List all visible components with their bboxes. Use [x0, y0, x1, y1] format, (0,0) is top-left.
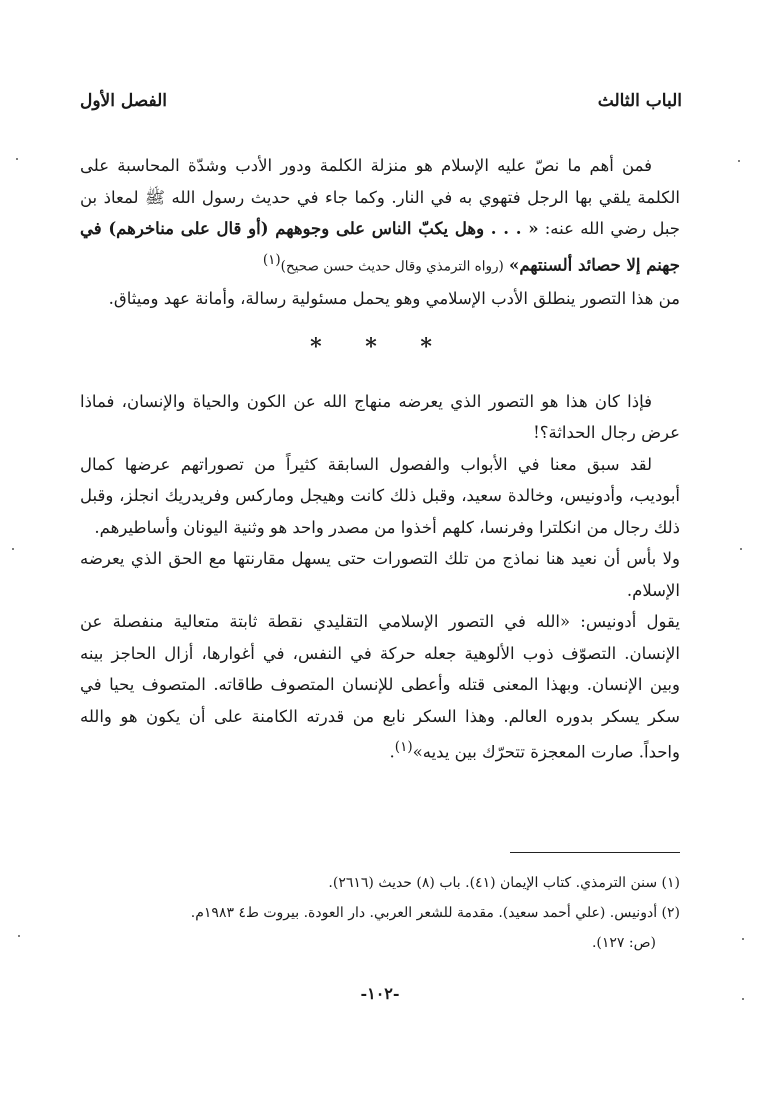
paragraph-1-text: فمن أهم ما نصّ عليه الإسلام هو منزلة الكلمة ودور الأدب وشدّة المحاسبة على الكلمة يلقي بها الرجل فتهوي به في النار. وكما جاء في حديث رسول الله ﷺ لمعاذ بن جبل رضي الله عنه:: [80, 156, 680, 238]
footnote-mark-2: (١): [394, 739, 413, 755]
section-title: الفصل الأول: [80, 91, 168, 111]
scan-speck: [18, 935, 20, 937]
paragraph-3: فإذا كان هذا هو التصور الذي يعرضه منهاج الله عن الكون والحياة والإنسان، فماذا عرض رجال الحداثة؟!: [80, 391, 680, 442]
hadith-quote: « . . . وهل يكبّ الناس على وجوههم (أو قال على مناخرهم) في جهنم إلا حصائد ألسنتهم»: [80, 219, 680, 274]
scan-speck: [742, 938, 744, 940]
footnote-separator: [510, 852, 680, 853]
footnotes: [80, 868, 680, 958]
footnote-2-continuation: (ص: ١٢٧).: [591, 935, 656, 951]
paragraph-5: ولا بأس أن نعيد هنا نماذج من تلك التصورات حتى يسهل مقارنتها مع الحق الذي يعرضه الإسلام.: [80, 549, 680, 600]
footnote-mark-1: (١): [262, 251, 281, 268]
page-number: -١٠٢-: [360, 984, 400, 1003]
scan-speck: [742, 998, 744, 1000]
scan-speck: [740, 548, 742, 550]
chapter-title: الباب الثالث: [597, 91, 682, 111]
scan-speck: [738, 160, 740, 162]
paragraph-1: [80, 150, 680, 283]
paragraph-6: يقول أدونيس: «الله في التصور الإسلامي التقليدي نقطة ثابتة متعالية منفصلة عن الإنسان. التصوّف ذوب الألوهية جعله حركة في النفس، في أغوارها، أزال الحاجز بينه وبين الإنسان. وبهذا المعنى قتله وأعطى للإنسان المتصوف طاقاته. المتصوف يحيا في سكر يسكر بدوره العالم. وهذا السكر نابع من قدرته الكامنة على أن يكون هو والله واحداً. صارت المعجزة تتحرّك بين يديه»$^{(١)}$.: [80, 612, 680, 762]
section-divider: * * *: [310, 334, 450, 360]
hadith-reference: (رواه الترمذي وقال حديث حسن صحيح): [280, 258, 504, 274]
footnote-1: (١) سنن الترمذي. كتاب الإيمان (٤١). باب (٨) حديث (٢٦١٦).: [328, 875, 680, 891]
paragraph-2: من هذا التصور ينطلق الأدب الإسلامي وهو يحمل مسئولية رسالة، وأمانة عهد وميثاق.: [108, 288, 680, 308]
running-header: [80, 88, 682, 114]
paragraph-6-text: يقول أدونيس: «الله في التصور الإسلامي التقليدي نقطة ثابتة متعالية منفصلة عن الإنسان. التصوّف ذوب الألوهية جعله حركة في النفس، في أغوارها، أزال الحاجز بينه وبين الإنسان. وبهذا المعنى قتله وأعطى للإنسان المتصوف طاقاته. المتصوف يحيا في سكر يسكر بدوره العالم. وهذا السكر نابع من قدرته الكامنة على أن يكون هو والله واحداً. صارت المعجزة تتحرّك بين يديه»: [80, 612, 680, 762]
footnote-2: (٢) أدونيس. (علي أحمد سعيد). مقدمة للشعر العربي. دار العودة. بيروت ط٤ ١٩٨٣م.: [190, 905, 680, 921]
scan-speck: [16, 158, 18, 160]
scan-speck: [12, 548, 14, 550]
paragraph-4: لقد سبق معنا في الأبواب والفصول السابقة كثيراً من تصوراتهم عرضها كمال أبوديب، وأدونيس، وخالدة سعيد، وقبل ذلك كانت وهيجل وماركس وفريدريك انجلز، وقبل ذلك رجال من انكلترا وفرنسا، كلهم أخذوا من مصدر واحد هو وثنية اليونان وأساطيرهم.: [80, 454, 680, 537]
main-text: [80, 150, 680, 768]
